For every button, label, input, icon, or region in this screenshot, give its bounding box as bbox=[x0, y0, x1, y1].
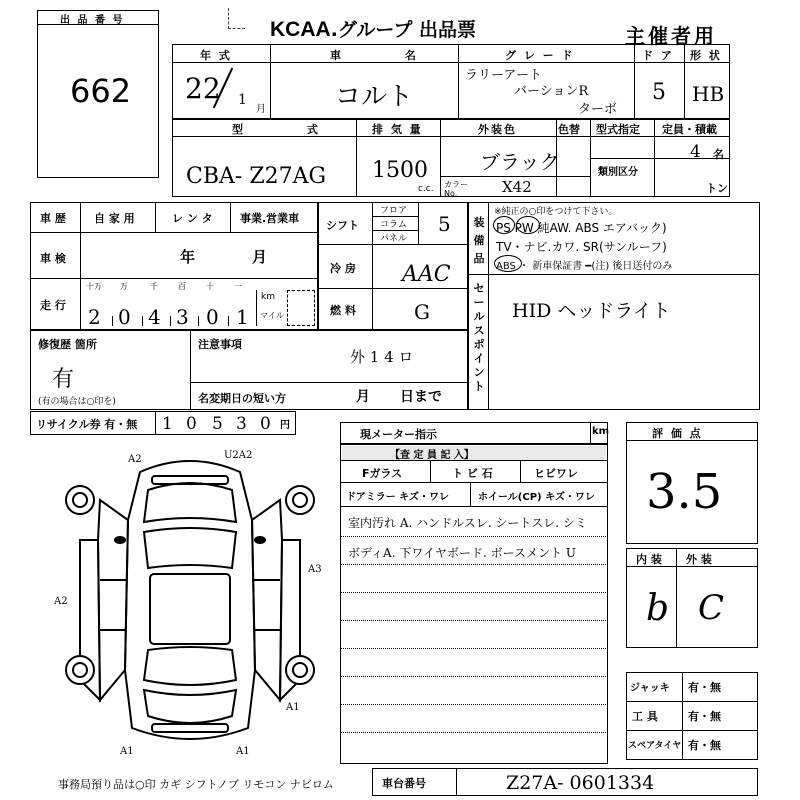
private-use-option: 自 家 用 bbox=[94, 212, 135, 225]
mileage-label: 走 行 bbox=[40, 299, 66, 312]
car-diagram bbox=[40, 440, 340, 770]
inspector-note-2: ボディA. 下ワイヤボード. ボースメント U bbox=[348, 546, 576, 560]
recycle-label: リサイクル券 有・無 bbox=[36, 418, 138, 431]
damage-mark: U2A2 bbox=[224, 450, 253, 461]
rental-option: レ ン タ bbox=[172, 212, 213, 225]
mileage-digit: 0 bbox=[118, 305, 131, 329]
interior-value: b bbox=[646, 588, 670, 629]
jack-option: 有・無 bbox=[688, 681, 721, 694]
spare-tire-option: 有・無 bbox=[688, 739, 721, 752]
chassis-value: Z27A- 0601334 bbox=[506, 772, 655, 794]
grade-line2: バーションR bbox=[514, 84, 589, 99]
recycle-unit: 円 bbox=[280, 420, 290, 431]
wheel-rear-left-hub bbox=[73, 663, 87, 677]
recycle-digit: 5 bbox=[212, 414, 223, 434]
fuel-label: 燃 料 bbox=[330, 304, 356, 317]
capacity-unit: 名 bbox=[713, 148, 724, 161]
note-line bbox=[340, 648, 608, 649]
shift-label: シフト bbox=[326, 219, 359, 232]
equipment-label-col bbox=[488, 202, 489, 410]
ps-circle bbox=[493, 216, 515, 234]
tools-row2 bbox=[626, 730, 758, 731]
model-value: CBA- Z27AG bbox=[186, 164, 327, 189]
history-label-col bbox=[80, 202, 81, 330]
grade-line1: ラリーアート bbox=[465, 68, 542, 83]
ac-value: AAC bbox=[402, 262, 451, 287]
tools-row1 bbox=[626, 701, 758, 702]
sales-point-value: HID ヘッドライト bbox=[512, 300, 671, 322]
business-option: 事業.営業車 bbox=[240, 212, 300, 225]
year-value: 22 bbox=[185, 72, 221, 105]
color-no-line bbox=[440, 176, 590, 177]
tools-option: 有・無 bbox=[688, 710, 721, 723]
car-trunk bbox=[144, 690, 236, 723]
expiry-line bbox=[190, 382, 468, 383]
mileage-digit: 3 bbox=[176, 305, 189, 329]
mirror-left bbox=[114, 536, 126, 544]
mileage-digit: 1 bbox=[236, 305, 249, 329]
glass-label: Fガラス bbox=[362, 467, 403, 480]
mileage-tick bbox=[112, 316, 113, 326]
interior-label: 内 装 bbox=[636, 553, 662, 566]
expiry-label: 名変期日の短い方 bbox=[198, 392, 286, 405]
displacement-label: 排 気 量 bbox=[372, 123, 423, 136]
grade-line3: ターボ bbox=[578, 102, 618, 117]
shift-option-column: コラム bbox=[380, 220, 407, 230]
mileage-header: 万 bbox=[120, 282, 128, 291]
inspector-col2 bbox=[520, 460, 521, 482]
mileage-tick bbox=[256, 290, 257, 326]
damage-mark: A1 bbox=[120, 746, 134, 757]
note-line bbox=[340, 620, 608, 621]
mileage-tick bbox=[170, 316, 171, 326]
car-rear-window bbox=[144, 647, 236, 685]
repair-col bbox=[190, 330, 191, 410]
color-label: 外装色 bbox=[478, 123, 517, 136]
lot-number-label: 出 品 番 号 bbox=[60, 15, 125, 26]
inspector-col1 bbox=[430, 460, 431, 482]
year-label: 年 式 bbox=[200, 49, 232, 62]
mileage-header: 百 bbox=[178, 282, 186, 291]
grade-label: グ レ ー ド bbox=[505, 49, 575, 62]
color-no-value: X42 bbox=[502, 178, 532, 196]
capacity-value: 4 bbox=[690, 142, 701, 162]
inspector-row3 bbox=[340, 506, 608, 507]
shift-row-line bbox=[318, 244, 468, 245]
damage-mark: A1 bbox=[236, 746, 250, 757]
shape-label: 形 状 bbox=[690, 49, 722, 62]
category-label: 類別区分 bbox=[598, 167, 638, 178]
header-title bbox=[270, 15, 476, 42]
rating-value: 3.5 bbox=[646, 464, 723, 520]
damage-mark: A2 bbox=[54, 596, 68, 607]
inspector-title: 【査 定 員 記 入】 bbox=[390, 450, 474, 461]
car-roof bbox=[150, 574, 230, 644]
mile-unit: マイル bbox=[260, 311, 284, 320]
col-year-end bbox=[270, 44, 271, 118]
rating-label: 評 価 点 bbox=[652, 427, 703, 440]
name-label: 車 名 bbox=[330, 49, 446, 62]
chassis-label: 車台番号 bbox=[382, 777, 426, 790]
fuel-value: G bbox=[414, 300, 430, 324]
mirror-damage-label: ドアミラー キズ・ワレ bbox=[346, 492, 449, 503]
color-no-label: カラー No. bbox=[444, 180, 468, 198]
recycle-digit: 0 bbox=[260, 414, 271, 434]
displacement-value: 1500 bbox=[372, 158, 428, 183]
inspector-row1 bbox=[340, 460, 608, 461]
col-name-end bbox=[458, 44, 459, 118]
note-line bbox=[340, 564, 608, 565]
repair-note: (有の場合は○印を) bbox=[38, 397, 116, 407]
capacity-label: 定員・積載 bbox=[662, 123, 717, 136]
meter-unit-col bbox=[590, 422, 591, 444]
mileage-digit: 4 bbox=[148, 305, 161, 329]
mileage-digit: 2 bbox=[88, 305, 101, 329]
tools-label: 工 具 bbox=[632, 710, 658, 723]
note-line bbox=[340, 704, 608, 705]
inspector-row2 bbox=[340, 482, 608, 483]
recycle-digit: 1 bbox=[162, 414, 173, 434]
shift-value: 5 bbox=[438, 212, 451, 236]
history-row-line bbox=[30, 232, 318, 233]
mileage-header: 十 bbox=[206, 282, 214, 291]
shift-option-panel: パネル bbox=[380, 234, 408, 244]
meter-unit: km bbox=[592, 426, 610, 437]
stone-chip-label: ト ビ 石 bbox=[452, 467, 493, 480]
equipment-line2: TV・ナビ.カワ. SR(サンルーフ) bbox=[496, 240, 667, 254]
doors-value: 5 bbox=[652, 80, 666, 105]
inspection-month-unit: 月 bbox=[252, 248, 268, 266]
mileage-check-box bbox=[287, 290, 315, 326]
inspection-row-line bbox=[30, 278, 318, 279]
car-hood bbox=[144, 483, 236, 522]
lot-number-value: 662 bbox=[70, 72, 132, 110]
row2-top-line bbox=[172, 118, 730, 120]
brand-logo: KCAA bbox=[270, 18, 331, 41]
car-right-side bbox=[252, 500, 282, 700]
wheel-front-right-hub bbox=[293, 493, 307, 507]
shift-option-floor: フロア bbox=[380, 206, 408, 216]
expiry-month: 月 bbox=[356, 389, 370, 405]
inspection-label: 車 検 bbox=[40, 252, 66, 265]
mileage-digit: 0 bbox=[206, 305, 219, 329]
col-model-end bbox=[356, 118, 357, 197]
note-line bbox=[340, 536, 608, 537]
repair-value: 有 bbox=[52, 367, 75, 392]
designation-label: 型式指定 bbox=[596, 123, 640, 136]
mileage-tick bbox=[142, 316, 143, 326]
mileage-header: 十万 bbox=[86, 282, 102, 291]
shift-option-col bbox=[418, 202, 419, 244]
col-grade-end bbox=[634, 44, 635, 118]
shift-label-col bbox=[372, 202, 373, 330]
recycle-col bbox=[155, 411, 156, 435]
inspector-col3 bbox=[470, 482, 471, 506]
equipment-bottom-line bbox=[468, 274, 760, 275]
wheel-front-left-hub bbox=[73, 493, 87, 507]
ac-label: 冷 房 bbox=[330, 262, 356, 275]
damage-mark: A2 bbox=[128, 454, 142, 465]
paint-label: 色替 bbox=[558, 123, 580, 136]
equipment-line1: PS PW 純AW. ABS エアバック) bbox=[496, 221, 667, 235]
recycle-digit: 3 bbox=[236, 414, 247, 434]
car-name-value: コルト bbox=[335, 82, 414, 112]
model-label: 型 式 bbox=[232, 123, 348, 136]
doors-label: ド ア bbox=[642, 49, 674, 62]
ac-row-line bbox=[318, 288, 468, 289]
mileage-tick bbox=[228, 316, 229, 326]
note-line bbox=[340, 676, 608, 677]
inspector-title-bar bbox=[342, 446, 606, 460]
equipment-vertical-label: 装備品 bbox=[473, 216, 485, 265]
note-line bbox=[340, 732, 608, 733]
car-rear-lamps bbox=[152, 724, 228, 732]
repair-label: 修復歴 箇所 bbox=[38, 338, 97, 351]
color-value: ブラック bbox=[480, 150, 560, 174]
inspection-year-unit: 年 bbox=[180, 248, 196, 266]
damage-mark: A3 bbox=[308, 564, 322, 575]
month-value: 1 bbox=[238, 92, 247, 108]
mileage-header: 一 bbox=[234, 282, 242, 291]
wheel-damage-label: ホイール(CP) キズ・ワレ bbox=[478, 492, 595, 503]
col-doors-end bbox=[684, 44, 685, 118]
caution-value: 外 1 4 ロ bbox=[350, 348, 414, 366]
wheel-rear-right-hub bbox=[293, 663, 307, 677]
exterior-label: 外 装 bbox=[686, 553, 712, 566]
note-line bbox=[340, 592, 608, 593]
car-windshield bbox=[144, 528, 236, 568]
car-left-side bbox=[98, 500, 128, 700]
km-unit: km bbox=[261, 292, 275, 302]
organizer-label: 主催者用 bbox=[625, 24, 717, 48]
meter-label: 現メーター指示 bbox=[360, 428, 437, 441]
chassis-col bbox=[456, 768, 457, 796]
history-col-2 bbox=[155, 202, 156, 232]
history-label: 車 歴 bbox=[40, 212, 66, 225]
condition-col bbox=[676, 548, 677, 648]
abs-circle bbox=[494, 255, 522, 272]
recycle-digit: 0 bbox=[186, 414, 197, 434]
header-title-text: .グループ 出品票 bbox=[330, 19, 476, 41]
jack-label: ジャッキ bbox=[630, 683, 670, 694]
exterior-value: C bbox=[698, 588, 725, 628]
mileage-tick bbox=[198, 316, 199, 326]
inspector-note-1: 室内汚れ A. ハンドルスレ. シートスレ. シミ bbox=[348, 516, 587, 530]
sales-point-vertical-label: セールスポイント bbox=[473, 282, 485, 393]
damage-mark: A1 bbox=[286, 702, 300, 713]
office-items: 事務局預り品は○印 カギ シフトノブ リモコン ナビロム bbox=[58, 778, 334, 791]
expiry-day: 日まで bbox=[400, 389, 442, 405]
crack-label: ヒビワレ bbox=[534, 467, 578, 480]
equipment-line3: ABS ・ 新車保証書 ━(注) 後日送付のみ bbox=[496, 261, 673, 272]
load-unit: トン bbox=[706, 182, 728, 195]
tools-col bbox=[682, 672, 683, 760]
shape-value: HB bbox=[692, 82, 725, 106]
history-col-3 bbox=[230, 202, 231, 232]
col-disp-end bbox=[440, 118, 441, 197]
caution-label: 注意事項 bbox=[198, 338, 242, 351]
month-suffix: 月 bbox=[256, 104, 266, 115]
spare-tire-label: スペアタイヤ bbox=[628, 741, 682, 751]
mirror-right bbox=[254, 536, 266, 544]
corner-mark bbox=[228, 8, 245, 29]
displacement-unit: c.c. bbox=[418, 184, 434, 194]
equipment-note: ※純正の○印をつけて下さい。 bbox=[494, 207, 618, 217]
mileage-header: 千 bbox=[150, 282, 158, 291]
pw-circle bbox=[516, 216, 540, 234]
designation-line bbox=[590, 158, 730, 159]
